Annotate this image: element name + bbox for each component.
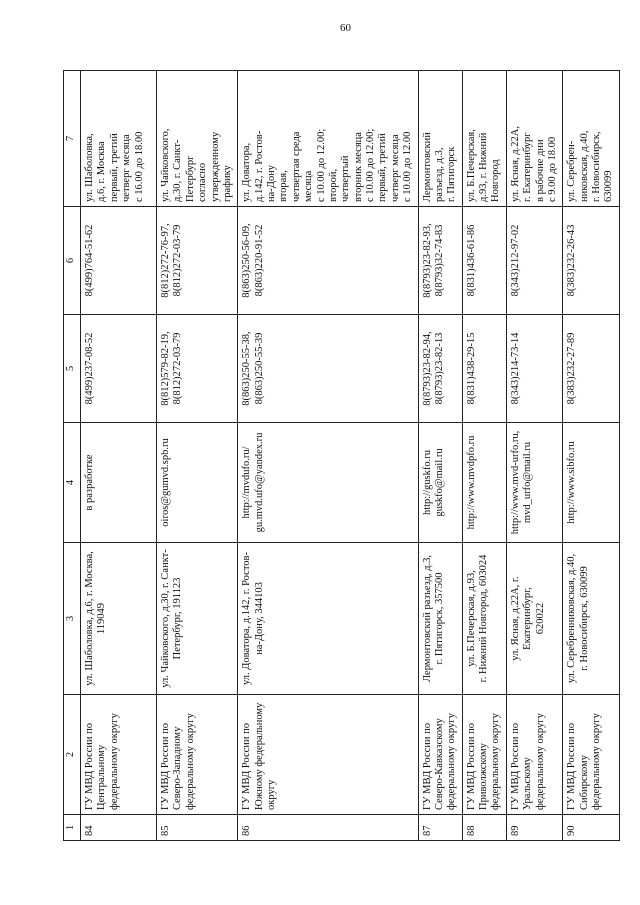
row-number: 88 bbox=[462, 815, 506, 841]
table-row bbox=[563, 71, 620, 841]
table-row bbox=[238, 71, 418, 841]
reception-hours: ул. Серебрен- никовская, д.40, г. Новосибирск, 630099 bbox=[563, 71, 620, 207]
postal-address: ул. Ясная, д.22А, г. Екатеринбург, 620022 bbox=[506, 543, 563, 695]
phone-secondary: 8(499)764-51-62 bbox=[81, 207, 157, 315]
reception-hours: ул. Б.Печерская, д.93, г. Нижний Новгород bbox=[462, 71, 506, 207]
reception-hours: ул. Чайковского, д.30, г. Санкт- Петербург согласно утвержденному графику bbox=[157, 71, 238, 207]
table-row bbox=[462, 71, 506, 841]
row-number: 84 bbox=[81, 815, 157, 841]
table-row bbox=[157, 71, 238, 841]
phone-primary: 8(812)579-82-19, 8(812)272-03-79 bbox=[157, 315, 238, 423]
reception-hours: ул. Доватора, д.142, г. Ростов- на-Дону вторая, четвертая среда месяца с 10.00 до 12.00; второй, четвертый вторник месяца с 10.00 до 12.00; первый, третий четверг месяца с 10.00 до 12.00 bbox=[238, 71, 418, 207]
column-header: 5 bbox=[64, 315, 81, 423]
column-header: 3 bbox=[64, 543, 81, 695]
organization-name: ГУ МВД России по Центральному федеральному округу bbox=[81, 695, 157, 815]
website-email: http://guskfo.ru guskfo@mail.ru bbox=[418, 423, 462, 543]
phone-primary: 8(383)232-27-89 bbox=[563, 315, 620, 423]
organization-name: ГУ МВД России по Северо-Западному федеральному округу bbox=[157, 695, 238, 815]
postal-address: ул. Чайковского, д.30, г. Санкт- Петербург, 191123 bbox=[157, 543, 238, 695]
postal-address: ул. Серебренниковская, д.40, г. Новосибирск, 630099 bbox=[563, 543, 620, 695]
row-number: 87 bbox=[418, 815, 462, 841]
row-number: 85 bbox=[157, 815, 238, 841]
phone-primary: 8(863)250-55-38, 8(863)250-55-39 bbox=[238, 315, 418, 423]
phone-primary: 8(499)237-08-52 bbox=[81, 315, 157, 423]
column-header: 7 bbox=[64, 71, 81, 207]
row-number: 90 bbox=[563, 815, 620, 841]
column-header: 4 bbox=[64, 423, 81, 543]
organization-name: ГУ МВД России по Приволжскому федеральному округу bbox=[462, 695, 506, 815]
phone-secondary: 8(831)436-61-86 bbox=[462, 207, 506, 315]
phone-primary: 8(343)214-73-14 bbox=[506, 315, 563, 423]
phone-secondary: 8(343)212-97-02 bbox=[506, 207, 563, 315]
reception-hours: Лермонтовский разъезд, д.3, г. Пятигорск bbox=[418, 71, 462, 207]
phone-primary: 8(8793)23-82-94, 8(8793)23-82-13 bbox=[418, 315, 462, 423]
website-email: http://www.mvd-urfo.ru, mvd_urfo@mail.ru bbox=[506, 423, 563, 543]
table-row bbox=[418, 71, 462, 841]
organization-name: ГУ МВД России по Северо-Кавказскому федеральному округу bbox=[418, 695, 462, 815]
contacts-table bbox=[63, 70, 620, 841]
postal-address: Лермонтовский разъезд, д.3, г. Пятигорск, 357500 bbox=[418, 543, 462, 695]
reception-hours: ул. Шаболовка, д.6, г. Москва первый, третий четверг месяца с 16.00 до 18.00 bbox=[81, 71, 157, 207]
table-header-row bbox=[64, 71, 81, 841]
website-email: oiros@gumvd.spb.ru bbox=[157, 423, 238, 543]
phone-secondary: 8(383)232-26-43 bbox=[563, 207, 620, 315]
website-email: http://mvdufo.ru/ gu.mvd.ufo@yandex.ru bbox=[238, 423, 418, 543]
phone-secondary: 8(812)272-76-97, 8(812)272-03-79 bbox=[157, 207, 238, 315]
row-number: 86 bbox=[238, 815, 418, 841]
organization-name: ГУ МВД России по Южному федеральному округу bbox=[238, 695, 418, 815]
organization-name: ГУ МВД России по Уральскому федеральному округу bbox=[506, 695, 563, 815]
column-header: 1 bbox=[64, 815, 81, 841]
table-row bbox=[506, 71, 563, 841]
website-email: http://www.mvdpfo.ru bbox=[462, 423, 506, 543]
website-email: http://www.sibfo.ru bbox=[563, 423, 620, 543]
phone-secondary: 8(8793)23-82-93, 8(8793)32-74-83 bbox=[418, 207, 462, 315]
reception-hours: ул. Ясная, д.22А, г. Екатеринбург в рабочие дни с 9.00 до 18.00 bbox=[506, 71, 563, 207]
postal-address: ул. Доватора, д.142, г. Ростов- на-Дону, 344103 bbox=[238, 543, 418, 695]
postal-address: ул. Шаболовка, д.6, г. Москва, 119049 bbox=[81, 543, 157, 695]
postal-address: ул. Б.Печерская, д.93, г. Нижний Новгород, 603024 bbox=[462, 543, 506, 695]
phone-primary: 8(831)438-29-15 bbox=[462, 315, 506, 423]
organization-name: ГУ МВД России по Сибирскому федеральному округу bbox=[563, 695, 620, 815]
page-number: 60 bbox=[340, 22, 351, 34]
column-header: 2 bbox=[64, 695, 81, 815]
website-email: в разработке bbox=[81, 423, 157, 543]
column-header: 6 bbox=[64, 207, 81, 315]
table-row bbox=[81, 71, 157, 841]
phone-secondary: 8(863)250-56-09, 8(863)220-91-52 bbox=[238, 207, 418, 315]
row-number: 89 bbox=[506, 815, 563, 841]
rotated-table-container bbox=[63, 71, 615, 841]
